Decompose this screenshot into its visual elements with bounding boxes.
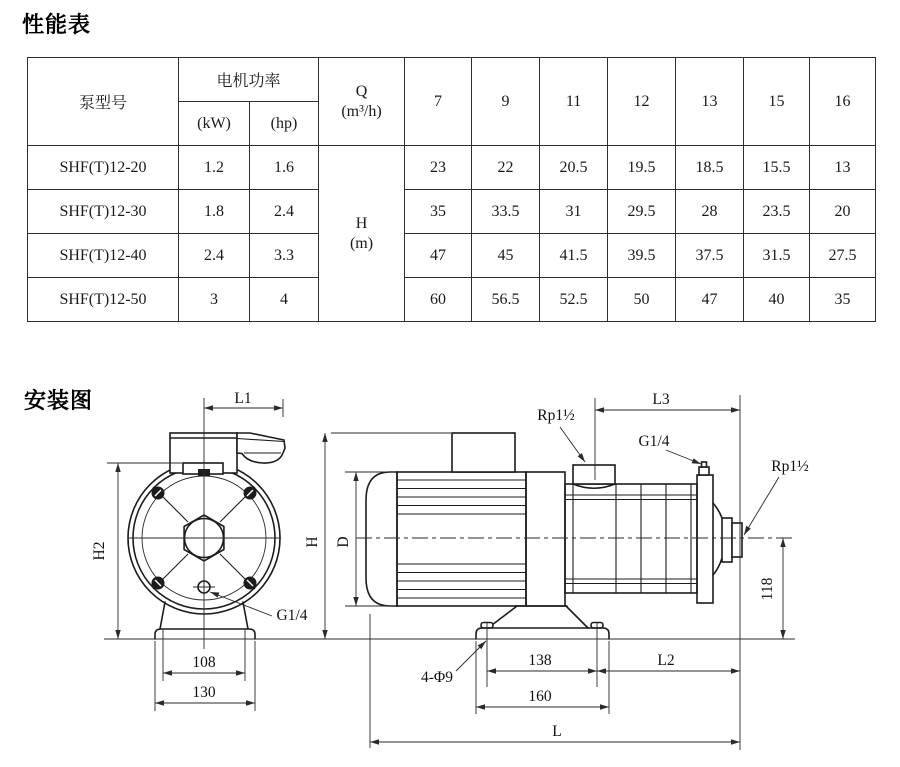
suction-port (573, 465, 615, 484)
base-plate (476, 628, 609, 639)
header-pump-model: 泵型号 (28, 58, 179, 146)
head-cell: 47 (676, 278, 744, 322)
table-row (28, 278, 876, 322)
kw-cell: 1.8 (179, 190, 250, 234)
table-row (28, 234, 876, 278)
head-cell: 50 (608, 278, 676, 322)
performance-table-title: 性能表 (22, 12, 92, 37)
side-g14-label: G1/4 (638, 433, 670, 450)
head-cell: 28 (676, 190, 744, 234)
h-unit: (m) (349, 234, 374, 252)
head-cell: 20.5 (540, 146, 608, 190)
head-cell: 31.5 (744, 234, 810, 278)
flow-value: 15 (744, 58, 810, 146)
hp-cell: 1.6 (250, 146, 319, 190)
suction-port-label: Rp1½ (537, 407, 575, 424)
head-cell: 18.5 (676, 146, 744, 190)
flow-value: 7 (405, 58, 472, 146)
dim-l-label: L (552, 723, 562, 740)
dim-l1-label: L1 (234, 390, 252, 407)
terminal-box-side (452, 433, 515, 472)
dim-138-label: 138 (528, 652, 552, 669)
head-cell: 60 (405, 278, 472, 322)
dim-d-label: D (335, 536, 352, 548)
head-cell: 40 (744, 278, 810, 322)
kw-cell: 1.2 (179, 146, 250, 190)
head-cell: 35 (810, 278, 876, 322)
pump-barrel (565, 484, 697, 593)
head-cell: 13 (810, 146, 876, 190)
fan-cover (366, 472, 397, 606)
front-g14-label: G1/4 (276, 607, 308, 624)
head-cell: 15.5 (744, 146, 810, 190)
flow-value: 11 (540, 58, 608, 146)
dim-l3-label: L3 (652, 391, 670, 408)
dim-h2-label: H2 (91, 541, 108, 561)
dim-130-label: 130 (192, 684, 216, 701)
head-cell: 52.5 (540, 278, 608, 322)
header-hp: (hp) (250, 102, 319, 146)
flow-value: 12 (608, 58, 676, 146)
model-cell: SHF(T)12-20 (28, 146, 179, 190)
header-motor-power: 电机功率 (179, 58, 319, 102)
head-cell: 23.5 (744, 190, 810, 234)
hp-cell: 4 (250, 278, 319, 322)
table-row (28, 146, 876, 190)
seal-housing (697, 475, 713, 603)
model-cell: SHF(T)12-40 (28, 234, 179, 278)
head-cell: 31 (540, 190, 608, 234)
pump-front-view (91, 390, 308, 711)
dim-118-label: 118 (759, 577, 776, 601)
flow-value: 13 (676, 58, 744, 146)
table-header-row-1 (28, 58, 876, 102)
head-cell: 37.5 (676, 234, 744, 278)
head-cell: 45 (472, 234, 540, 278)
head-cell: 22 (472, 146, 540, 190)
head-cell: 27.5 (810, 234, 876, 278)
head-cell: 29.5 (608, 190, 676, 234)
head-unit-cell (319, 146, 405, 322)
head-cell: 39.5 (608, 234, 676, 278)
head-cell: 33.5 (472, 190, 540, 234)
discharge-port (722, 518, 732, 562)
dim-l2-label: L2 (657, 652, 675, 669)
head-cell: 20 (810, 190, 876, 234)
mounting-holes-label: 4-Φ9 (421, 669, 453, 686)
discharge-port-label: Rp1½ (771, 458, 809, 475)
motor-body (397, 472, 526, 606)
hp-cell: 3.3 (250, 234, 319, 278)
kw-cell: 2.4 (179, 234, 250, 278)
dim-108-label: 108 (192, 654, 216, 671)
head-cell: 56.5 (472, 278, 540, 322)
head-cell: 41.5 (540, 234, 608, 278)
head-cell: 35 (405, 190, 472, 234)
installation-diagram-title: 安装图 (24, 388, 94, 413)
pump-side-view (304, 391, 809, 750)
flow-value: 16 (810, 58, 876, 146)
hp-cell: 2.4 (250, 190, 319, 234)
flow-value: 9 (472, 58, 540, 146)
vent-plug (699, 467, 709, 475)
model-cell: SHF(T)12-30 (28, 190, 179, 234)
header-flow-q (319, 58, 405, 146)
head-cell: 47 (405, 234, 472, 278)
motor-bracket (526, 472, 565, 606)
table-row (28, 190, 876, 234)
q-label: Q (355, 83, 368, 101)
discharge-spout (237, 433, 285, 463)
head-cell: 19.5 (608, 146, 676, 190)
head-cell: 23 (405, 146, 472, 190)
installation-diagram (0, 370, 900, 767)
performance-table (27, 57, 876, 322)
dim-h-label: H (304, 536, 321, 548)
dim-160-label: 160 (528, 688, 552, 705)
q-unit: (m³/h) (341, 102, 382, 120)
model-cell: SHF(T)12-50 (28, 278, 179, 322)
kw-cell: 3 (179, 278, 250, 322)
h-label: H (355, 215, 368, 233)
header-kw: (kW) (179, 102, 250, 146)
